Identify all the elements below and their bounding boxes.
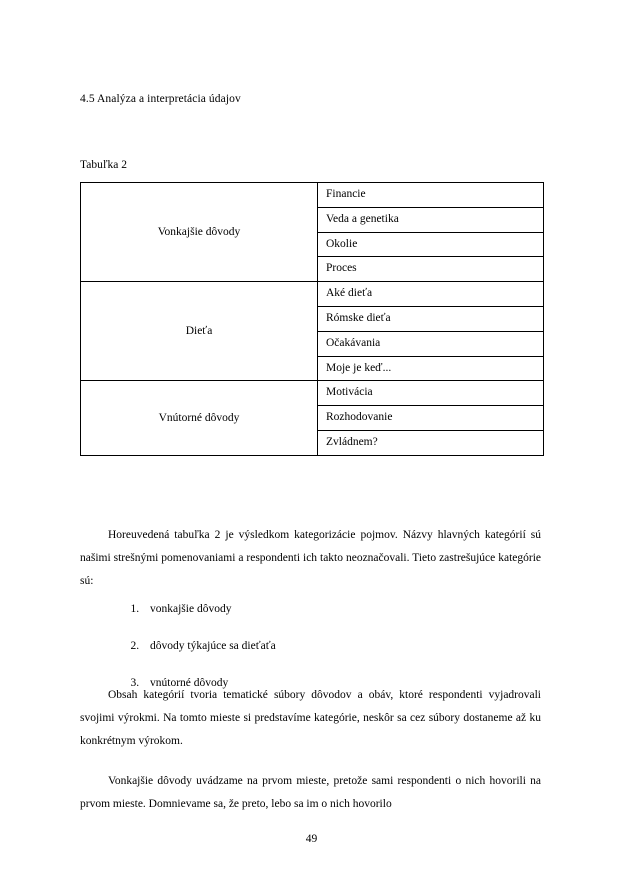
list-item: Proces (318, 256, 543, 281)
paragraph-two-text: Obsah kategórií tvoria tematické súbory dôvodov a obáv, ktoré respondenti vyjadrovali svojimi výrokmi. Na tomto mieste si predstavíme kategórie, neskôr sa cez súbory dostaneme až ku konkrétnym výrokom. (80, 689, 541, 747)
list-item: Okolie (318, 232, 543, 257)
item-list (318, 282, 543, 380)
section-heading: 4.5 Analýza a interpretácia údajov (80, 93, 241, 105)
table-cell-category (81, 381, 318, 455)
item-list (318, 183, 543, 281)
category-label: Vnútorné dôvody (158, 412, 240, 425)
list-item: 3. vnútorné dôvody (142, 677, 603, 691)
category-label: Dieťa (185, 325, 213, 338)
table-row (81, 183, 544, 282)
list-item: Veda a genetika (318, 207, 543, 232)
table-cell-category (81, 282, 318, 381)
paragraph-two (80, 684, 541, 753)
list-item: Motivácia (326, 386, 373, 399)
paragraph-three-text: Vonkajšie dôvody uvádzame na prvom mieste, pretože sami respondenti o nich hovorili na prvom mieste. Domnievame sa, že preto, lebo sa im o nich hovorilo (80, 775, 541, 810)
paragraph-three (80, 770, 541, 816)
table-row (81, 381, 544, 455)
category-label: Vonkajšie dôvody (157, 226, 241, 239)
list-item: 1. vonkajšie dôvody (142, 603, 603, 617)
paragraph-one (80, 524, 541, 593)
paragraph-one-text: Horeuvedená tabuľka 2 je výsledkom kategorizácie pojmov. Názvy hlavných kategórií sú našimi strešnými pomenovaniami a respondenti ich takto neoznačovali. Tieto zastrešujúce kategórie sú: (80, 529, 541, 587)
list-item: Rozhodovanie (318, 405, 543, 430)
categories-table (80, 182, 544, 456)
list-item: Financie (326, 188, 366, 200)
table-cell-items (318, 282, 544, 381)
table-caption: Tabuľka 2 (80, 159, 127, 171)
list-item: Rómske dieťa (318, 306, 543, 331)
table-cell-items (318, 381, 544, 455)
list-item: Aké dieťa (326, 287, 373, 300)
page-number: 49 (305, 833, 318, 845)
table-cell-items (318, 183, 544, 282)
table-row (81, 282, 544, 381)
list-item: 2. dôvody týkajúce sa dieťaťa (142, 640, 603, 654)
item-list (318, 381, 543, 454)
table-cell-category (81, 183, 318, 282)
list-item: Moje je keď... (318, 356, 543, 381)
list-item: Očakávania (318, 331, 543, 356)
list-item: Zvládnem? (318, 430, 543, 455)
